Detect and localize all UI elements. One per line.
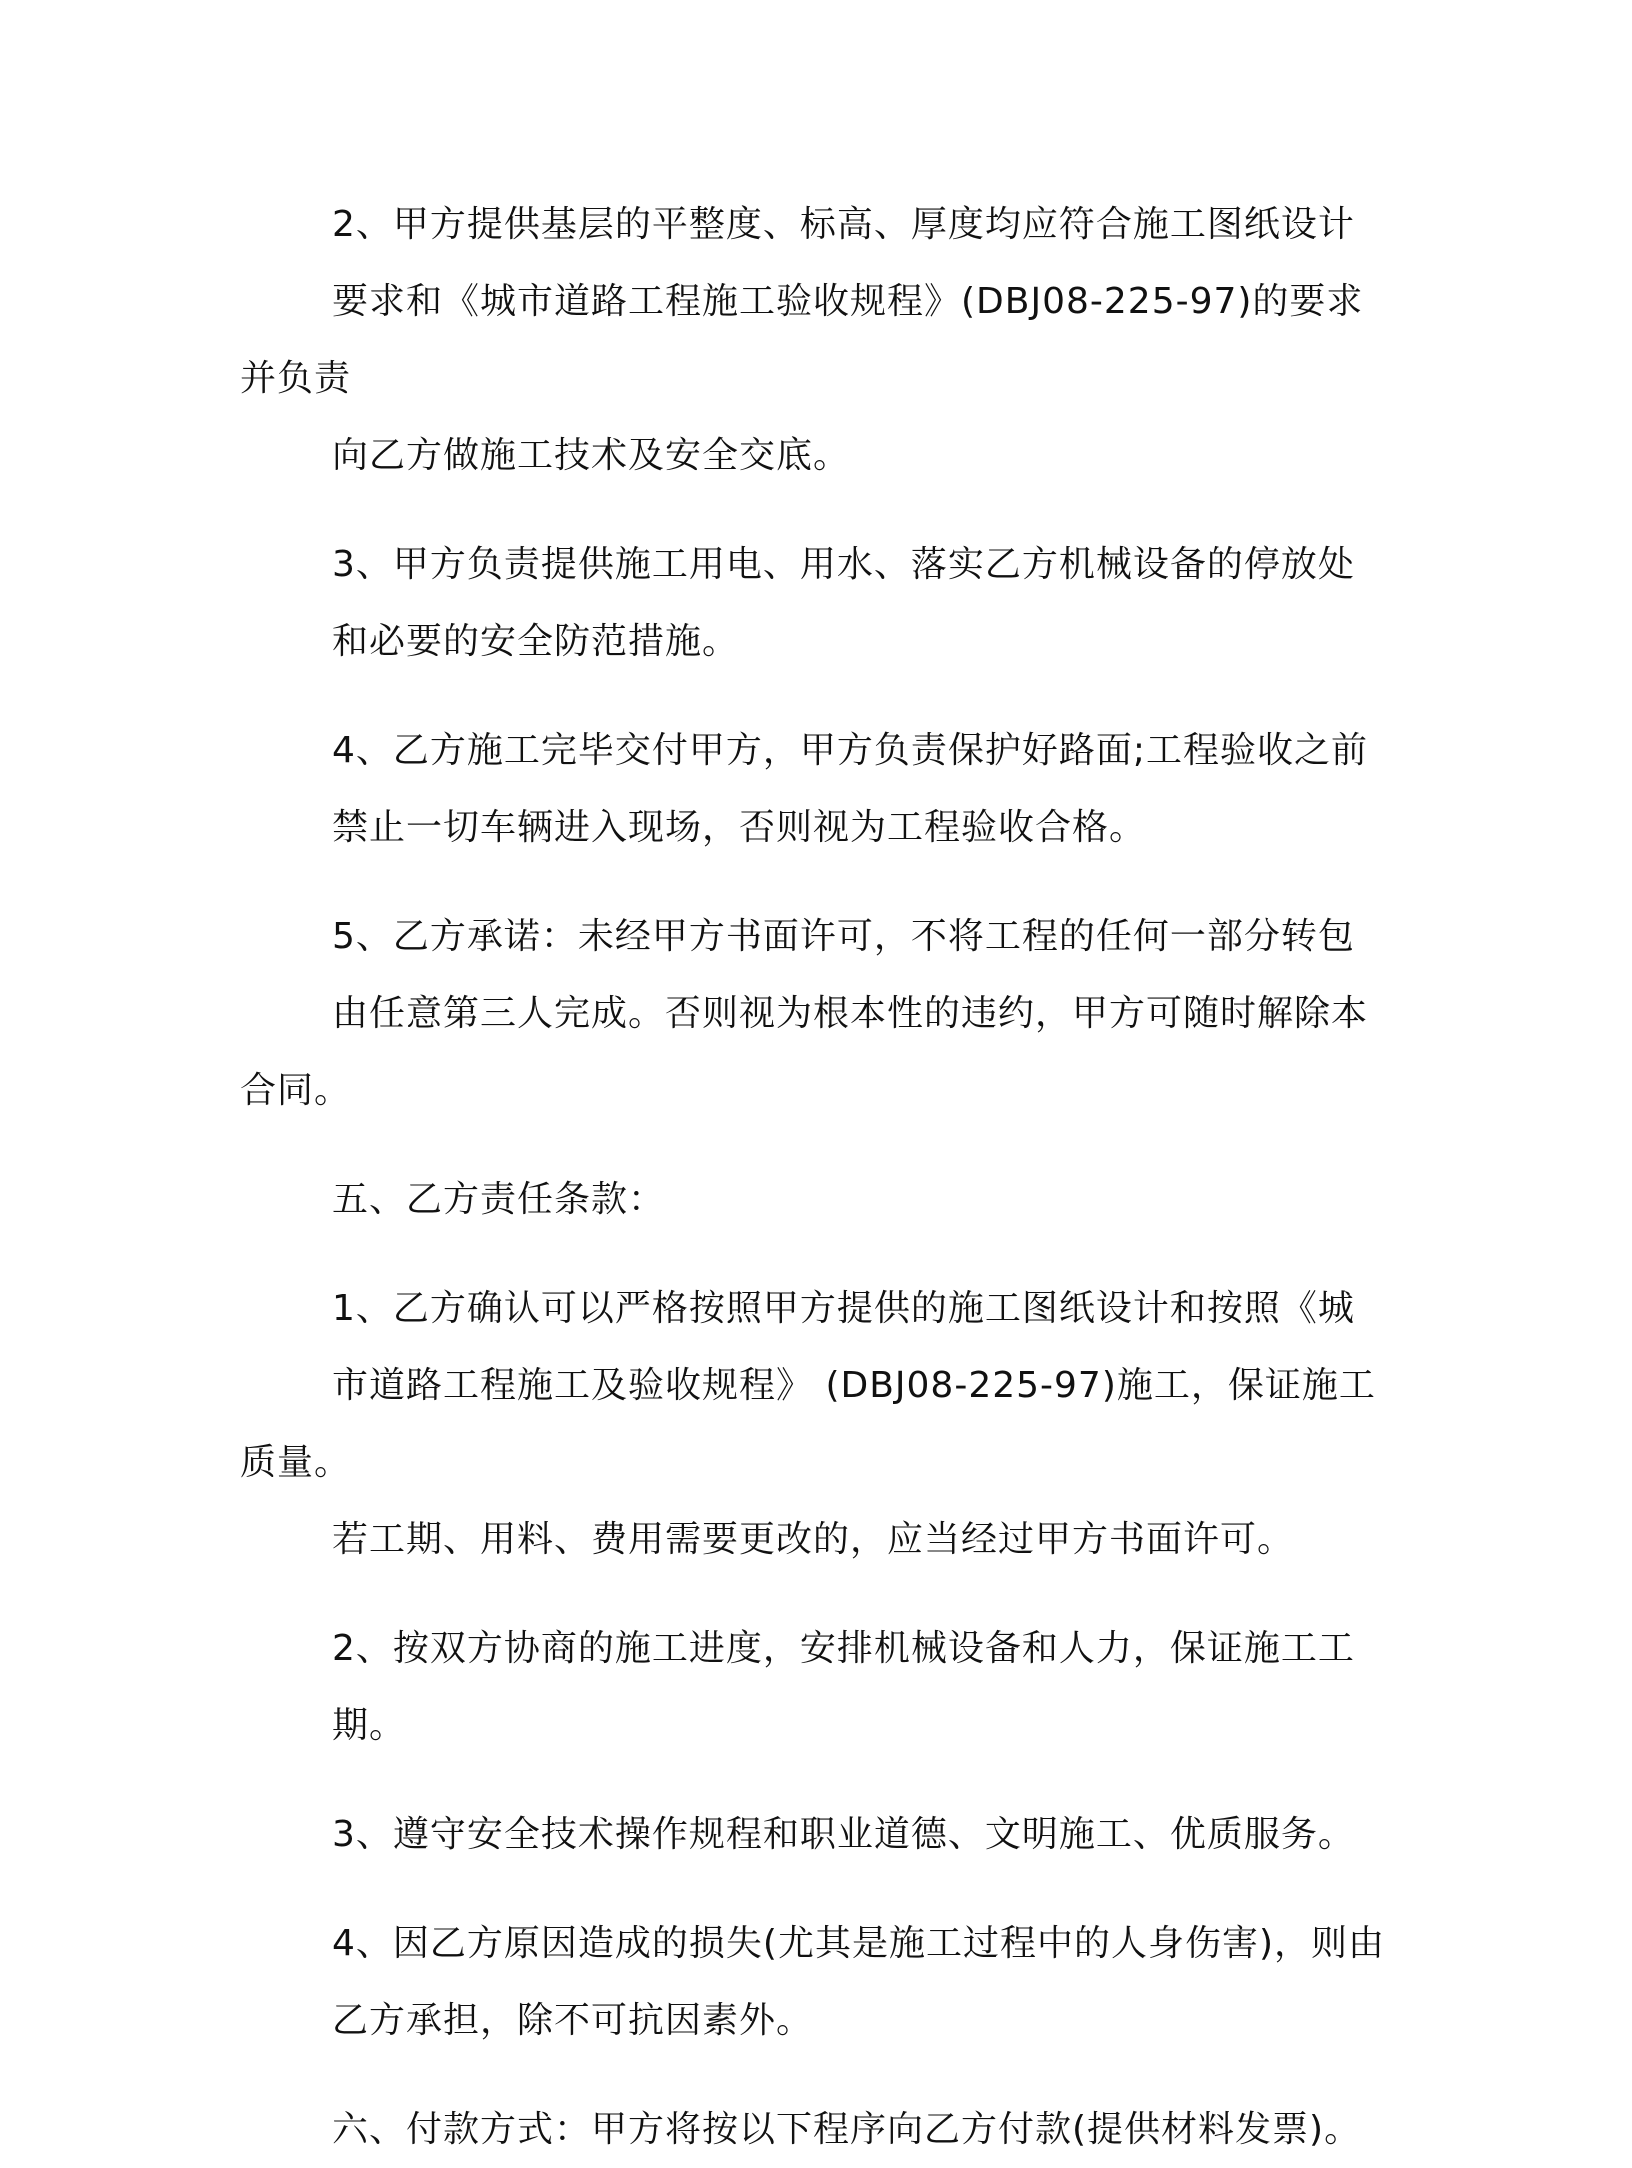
section-heading-payment-method	[240, 2091, 1390, 2168]
paragraph-line: 3、甲方负责提供施工用电、用水、落实乙方机械设备的停放处	[332, 544, 1355, 585]
section-heading-party-b-responsibilities	[240, 1161, 1390, 1238]
paragraph-safety-compliance	[240, 1796, 1390, 1873]
paragraph-line: 和必要的安全防范措施。	[332, 621, 740, 662]
paragraph-party-a-base-requirements	[240, 186, 1390, 494]
paragraph-line: 向乙方做施工技术及安全交底。	[332, 435, 851, 476]
paragraph-party-a-utilities	[240, 526, 1390, 680]
paragraph-liability	[240, 1905, 1390, 2059]
paragraph-line: 4、乙方施工完毕交付甲方，甲方负责保护好路面;工程验收之前	[332, 730, 1369, 771]
paragraph-line: 3、遵守安全技术操作规程和职业道德、文明施工、优质服务。	[332, 1814, 1355, 1855]
paragraph-line: 期。	[332, 1705, 407, 1746]
paragraph-line: 要求和《城市道路工程施工验收规程》(DBJ08-225-97)的要求并负责	[240, 281, 1364, 399]
paragraph-line: 若工期、用料、费用需要更改的，应当经过甲方书面许可。	[332, 1519, 1295, 1560]
paragraph-line: 4、因乙方原因造成的损失(尤其是施工过程中的人身伤害)，则由	[332, 1923, 1385, 1964]
paragraph-schedule	[240, 1610, 1390, 1764]
paragraph-construction-standards	[240, 1270, 1390, 1578]
paragraph-line: 乙方承担，除不可抗因素外。	[332, 2000, 814, 2041]
paragraph-line: 市道路工程施工及验收规程》 (DBJ08-225-97)施工，保证施工质量。	[240, 1365, 1376, 1483]
document-body	[240, 186, 1390, 2168]
paragraph-road-protection	[240, 712, 1390, 866]
paragraph-line: 1、乙方确认可以严格按照甲方提供的施工图纸设计和按照《城	[332, 1288, 1355, 1329]
heading-line: 六、付款方式：甲方将按以下程序向乙方付款(提供材料发票)。	[332, 2109, 1362, 2150]
paragraph-line: 5、乙方承诺：未经甲方书面许可，不将工程的任何一部分转包	[332, 916, 1355, 957]
paragraph-line: 2、甲方提供基层的平整度、标高、厚度均应符合施工图纸设计	[332, 204, 1355, 245]
paragraph-line: 2、按双方协商的施工进度，安排机械设备和人力，保证施工工	[332, 1628, 1355, 1669]
paragraph-no-subcontracting	[240, 898, 1390, 1129]
paragraph-line: 由任意第三人完成。否则视为根本性的违约，甲方可随时解除本合同。	[240, 993, 1369, 1111]
paragraph-line: 禁止一切车辆进入现场，否则视为工程验收合格。	[332, 807, 1147, 848]
heading-line: 五、乙方责任条款：	[332, 1179, 666, 1220]
